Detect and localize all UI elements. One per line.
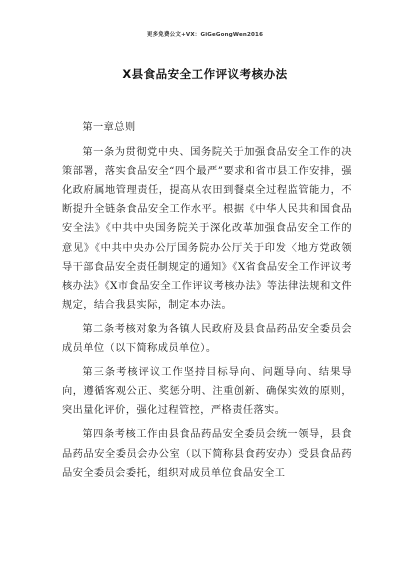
article-paragraph: 第二条考核对象为各镇人民政府及县食品药品安全委员会成员单位（以下简称成员单位）。 <box>62 323 352 355</box>
document-body <box>62 118 352 488</box>
document-title: X县食品安全工作评议考核办法 <box>122 67 288 81</box>
article-paragraph: 第四条考核工作由县食品药品安全委员会统一领导，县食品药品安全委员会办公室（以下简称县食药安办）受县食品药品安全委员会委托，组织对成员单位食品安全工 <box>62 429 352 479</box>
article-paragraph: 第一条为贯彻党中央、国务院关于加强食品安全工作的决策部署，落实食品安全“四个最严”要求和省市县工作安排，强化政府属地管理责任，提高从农田到餐桌全过程监管能力，不断提升全链条食品安全工作水平。根据《中华人民共和国食品安全法》《中共中央国务院关于深化改革加强食品安全工作的意见》《中共中央办公厅国务院办公厅关于印发〈地方党政领导干部食品安全责任制规定的通知》《X省食品安全工作评议考核办法》《X市食品安全工作评议考核办法》等法律法规和文件规定，结合我县实际，制定本办法。 <box>62 147 352 311</box>
chapter-heading: 第一章总则 <box>82 122 136 133</box>
article-paragraph: 第三条考核评议工作坚持目标导向、问题导向、结果导向，遵循客观公正、奖惩分明、注重创新、确保实效的原则，突出量化评价，强化过程管控，严格责任落实。 <box>62 367 352 417</box>
header-note: 更多免费公文+VX：GiGeGongWen2016 <box>146 32 264 38</box>
